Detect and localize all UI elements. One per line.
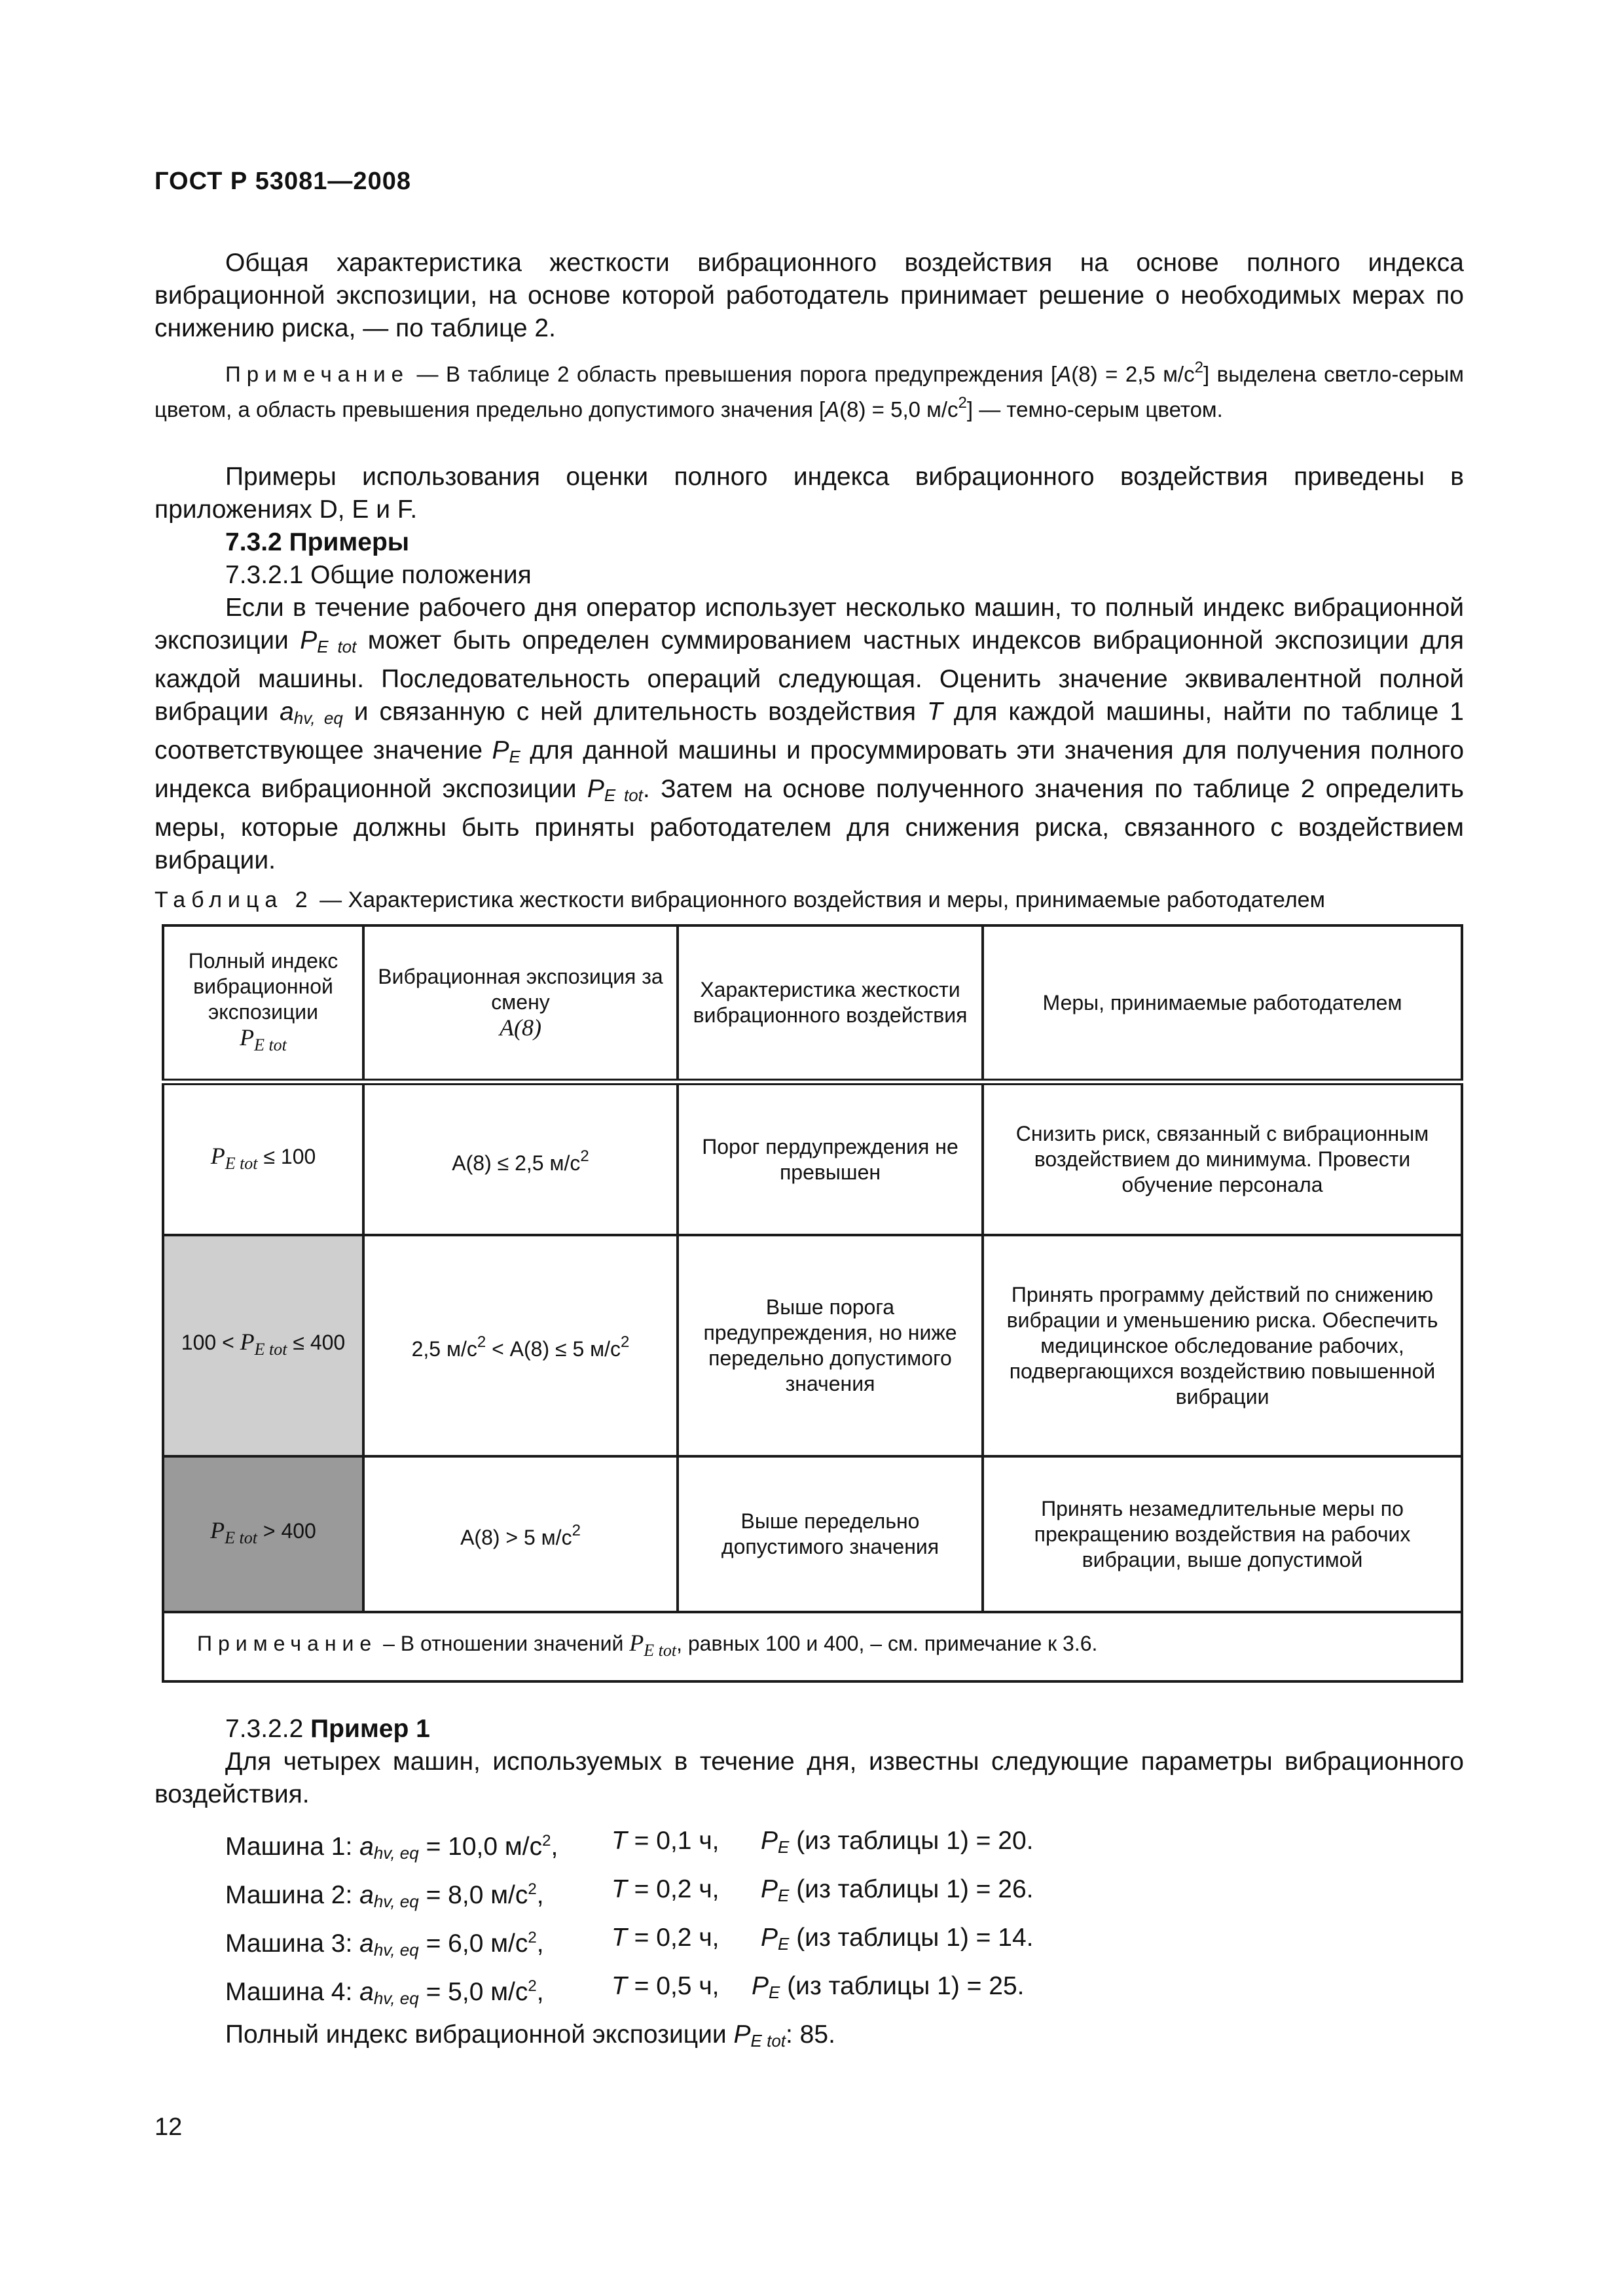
machine-line-pe: $P_E$ (из таблицы 1) = 14.	[761, 1924, 1034, 1954]
machine-line-pe: $P_E$ (из таблицы 1) = 26.	[761, 1875, 1034, 1905]
total-index-line: Полный индекс вибрационной экспозиции $P_{E tot}$: 85.	[225, 2020, 835, 2051]
document-header: ГОСТ Р 53081—2008	[155, 168, 411, 195]
machine-line-time: T = 0,2 ч,	[611, 1924, 720, 1952]
table-note-cell: Примечание – В отношении значений $P_{E tot}$, равных 100 и 400, – см. примечание к 3.6.	[163, 1612, 1462, 1681]
examples-reference-paragraph: Примеры использования оценки полного индекса вибрационного воздействия приведены в приложениях D, E и F.	[155, 463, 1464, 524]
header-cell-measures: Меры, принимаемые работодателем	[983, 925, 1462, 1082]
section-7-3-2-heading: 7.3.2 Примеры	[225, 528, 410, 556]
row2-characteristic-cell: Выше порога предупреждения, но ниже передельно допустимого значения	[678, 1235, 983, 1456]
machine-line-time: T = 0,1 ч,	[611, 1827, 720, 1855]
general-provisions-paragraph: Если в течение рабочего дня оператор использует несколько машин, то полный индекс вибрационной экспозиции $P_{E tot}$ может быть определен суммированием частных индексов вибрационной экспозиции для каждой машины. Последовательность операций следующая. Оценить значение эквивалентной полной вибрации $a_{hv, eq}$ и связанную с ней длительность воздействия T для каждой машины, найти по таблице 1 соответствующее значение $P_E$ для данной машины и просуммировать эти значения для получения полного индекса вибрационной экспозиции $P_{E tot}$. Затем на основе полученного значения по таблице 2 определить меры, которые должны быть приняты работодателем для снижения риска, связанного с воздействием вибрации.	[155, 594, 1465, 874]
machine-line: Машина 1: $a_{hv, eq} = 10,0$ $м/с^2$,	[225, 1832, 558, 1863]
example-intro-paragraph: Для четырех машин, используемых в течение дня, известны следующие параметры вибрационного воздействия.	[155, 1748, 1464, 1808]
row2-measures-cell: Принять программу действий по снижению вибрации и уменьшению риска. Обеспечить медицинское обследование рабочих, подвергающихся воздействию повышенной вибрации	[983, 1235, 1462, 1456]
table-row	[163, 1235, 1462, 1456]
row3-characteristic-cell: Выше передельно допустимого значения	[678, 1456, 983, 1612]
row3-measures-cell: Принять незамедлительные меры по прекращению воздействия на рабочих вибрации, выше допустимой	[983, 1456, 1462, 1612]
table-2	[162, 924, 1463, 1683]
row1-index-cell: $P_{E tot} \le 100$	[163, 1082, 363, 1235]
note-label: Примечание	[225, 362, 410, 386]
table-row	[163, 1082, 1462, 1235]
row1-characteristic-cell: Порог пердупреждения не превышен	[678, 1082, 983, 1235]
row3-index-cell: $P_{E tot} > 400$	[163, 1456, 363, 1612]
page-number: 12	[155, 2113, 183, 2141]
note-paragraph: Примечание — В таблице 2 область превышения порога предупреждения [A(8) = 2,5 $м/с^2$] выделена светло-серым цветом, а область превышения предельно допустимого значения [A(8) = 5,0 $м/с^2$] — темно-серым цветом.	[155, 359, 1464, 422]
table-row	[163, 1456, 1462, 1612]
row3-exposure-cell: A(8) > 5 $м/с^2$	[363, 1456, 678, 1612]
row2-index-cell: $100 < P_{E tot} \le 400$	[163, 1235, 363, 1456]
machine-line: Машина 3: $a_{hv, eq} = 6,0$ $м/с^2$,	[225, 1929, 544, 1960]
machine-line: Машина 2: $a_{hv, eq} = 8,0$ $м/с^2$,	[225, 1880, 544, 1911]
machine-line-time: T = 0,2 ч,	[611, 1875, 720, 1903]
header-cell-characteristic: Характеристика жесткости вибрационного воздействия	[678, 925, 983, 1082]
machine-line-time: T = 0,5 ч,	[611, 1972, 720, 2000]
intro-paragraph: Общая характеристика жесткости вибрационного воздействия на основе полного индекса вибрационной экспозиции, на основе которой работодатель принимает решение о необходимых мерах по снижению риска, — по таблице 2.	[155, 249, 1464, 342]
header-cell-exposure: Вибрационная экспозиция за смену A(8)	[363, 925, 678, 1082]
row1-exposure-cell: A(8) ≤ 2,5 $м/с^2$	[363, 1082, 678, 1235]
machine-line-pe: $P_E$ (из таблицы 1) = 25.	[752, 1972, 1025, 2002]
table-header-row	[163, 925, 1462, 1082]
machine-line-pe: $P_E$ (из таблицы 1) = 20.	[761, 1827, 1034, 1857]
table-2-caption: Таблица 2 — Характеристика жесткости вибрационного воздействия и меры, принимаемые работодателем	[155, 888, 1325, 912]
row2-exposure-cell: 2,5 $м/с^2 < A(8) \le 5$ $м/с^2$	[363, 1235, 678, 1456]
row1-measures-cell: Снизить риск, связанный с вибрационным воздействием до минимума. Провести обучение персонала	[983, 1082, 1462, 1235]
section-7-3-2-2-heading: 7.3.2.2 Пример 1	[225, 1715, 430, 1743]
section-7-3-2-1-heading: 7.3.2.1 Общие положения	[225, 561, 532, 589]
table-note-row	[163, 1612, 1462, 1681]
machine-line: Машина 4: $a_{hv, eq} = 5,0$ $м/с^2$,	[225, 1977, 544, 2008]
header-cell-index: Полный индекс вибрационной экспозиции $P_{E tot}$	[163, 925, 363, 1082]
